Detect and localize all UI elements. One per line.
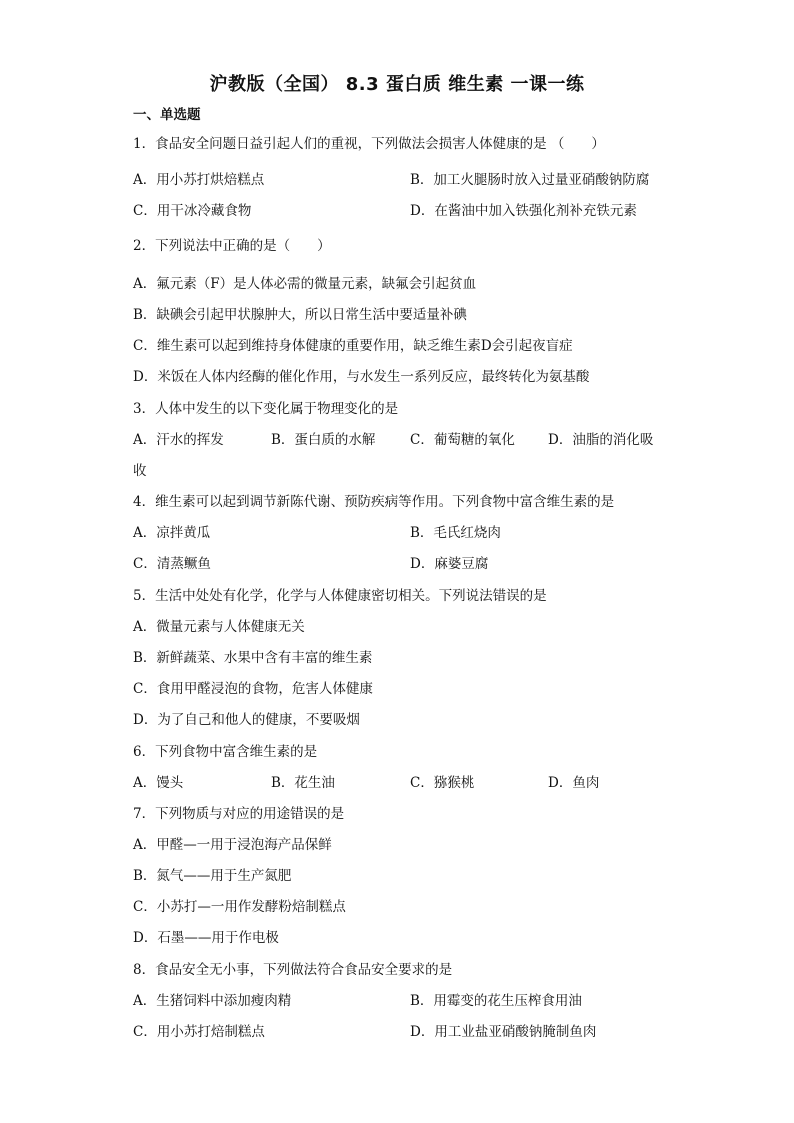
question-4-option-b[interactable]: B．毛氏红烧肉 <box>410 525 501 541</box>
question-7-option-b[interactable]: B．氮气——用于生产氮肥 <box>133 868 292 884</box>
question-2-option-d[interactable]: D．米饭在人体内经酶的催化作用，与水发生一系列反应，最终转化为氨基酸 <box>133 369 590 385</box>
question-1-option-c[interactable]: C．用干冰冷藏食物 <box>133 203 252 219</box>
question-2-option-c[interactable]: C．维生素可以起到维持身体健康的重要作用，缺乏维生素D会引起夜盲症 <box>133 338 573 354</box>
question-7-stem: 7．下列物质与对应的用途错误的是 <box>133 806 345 822</box>
question-5-stem: 5．生活中处处有化学，化学与人体健康密切相关。下列说法错误的是 <box>133 588 547 604</box>
question-3-option-a[interactable]: A．汗水的挥发 <box>133 432 224 448</box>
question-1-option-d[interactable]: D．在酱油中加入铁强化剂补充铁元素 <box>410 203 637 219</box>
question-8-option-a[interactable]: A．生猪饲料中添加瘦肉精 <box>133 993 292 1009</box>
question-3-option-b[interactable]: B．蛋白质的水解 <box>271 432 376 448</box>
question-6-stem: 6．下列食物中富含维生素的是 <box>133 744 318 760</box>
question-6-option-b[interactable]: B．花生油 <box>271 775 335 791</box>
question-4-stem: 4．维生素可以起到调节新陈代谢、预防疾病等作用。下列食物中富含维生素的是 <box>133 494 615 510</box>
question-2-option-b[interactable]: B．缺碘会引起甲状腺肿大，所以日常生活中要适量补碘 <box>133 307 467 323</box>
question-6-option-a[interactable]: A．馒头 <box>133 775 184 791</box>
question-8-option-b[interactable]: B．用霉变的花生压榨食用油 <box>410 993 582 1009</box>
question-5-option-c[interactable]: C．食用甲醛浸泡的食物，危害人体健康 <box>133 681 373 697</box>
question-8-option-c[interactable]: C．用小苏打焙制糕点 <box>133 1024 265 1040</box>
question-1-stem: 1．食品安全问题日益引起人们的重视，下列做法会损害人体健康的是 （ ） <box>133 136 605 152</box>
question-1-option-a[interactable]: A．用小苏打烘焙糕点 <box>133 172 265 188</box>
question-6-option-c[interactable]: C．猕猴桃 <box>410 775 475 791</box>
question-8-option-d[interactable]: D．用工业盐亚硝酸钠腌制鱼肉 <box>410 1024 597 1040</box>
question-5-option-b[interactable]: B．新鲜蔬菜、水果中含有丰富的维生素 <box>133 650 373 666</box>
question-5-option-d[interactable]: D．为了自己和他人的健康，不要吸烟 <box>133 712 360 728</box>
question-7-option-a[interactable]: A．甲醛—一用于浸泡海产品保鲜 <box>133 837 332 853</box>
question-2-stem: 2．下列说法中正确的是（ ） <box>133 238 331 254</box>
question-4-option-d[interactable]: D．麻婆豆腐 <box>410 556 489 572</box>
question-3-stem: 3．人体中发生的以下变化属于物理变化的是 <box>133 401 399 417</box>
question-4-option-c[interactable]: C．清蒸鳜鱼 <box>133 556 211 572</box>
question-7-option-c[interactable]: C．小苏打—一用作发酵粉焙制糕点 <box>133 899 346 915</box>
page-title: 沪教版（全国） 8.3 蛋白质 维生素 一课一练 <box>209 74 585 95</box>
question-1-option-b[interactable]: B．加工火腿肠时放入过量亚硝酸钠防腐 <box>410 172 650 188</box>
question-3-option-d-continued: 收 <box>133 463 147 479</box>
question-8-stem: 8．食品安全无小事，下列做法符合食品安全要求的是 <box>133 962 453 978</box>
question-3-option-c[interactable]: C．葡萄糖的氧化 <box>410 432 515 448</box>
question-7-option-d[interactable]: D．石墨——用于作电极 <box>133 930 279 946</box>
question-2-option-a[interactable]: A．氟元素（F）是人体必需的微量元素，缺氟会引起贫血 <box>133 276 477 292</box>
question-5-option-a[interactable]: A．微量元素与人体健康无关 <box>133 619 305 635</box>
question-4-option-a[interactable]: A．凉拌黄瓜 <box>133 525 211 541</box>
question-3-option-d[interactable]: D．油脂的消化吸 <box>548 432 654 448</box>
section-heading: 一、单选题 <box>133 107 201 123</box>
question-6-option-d[interactable]: D．鱼肉 <box>548 775 600 791</box>
